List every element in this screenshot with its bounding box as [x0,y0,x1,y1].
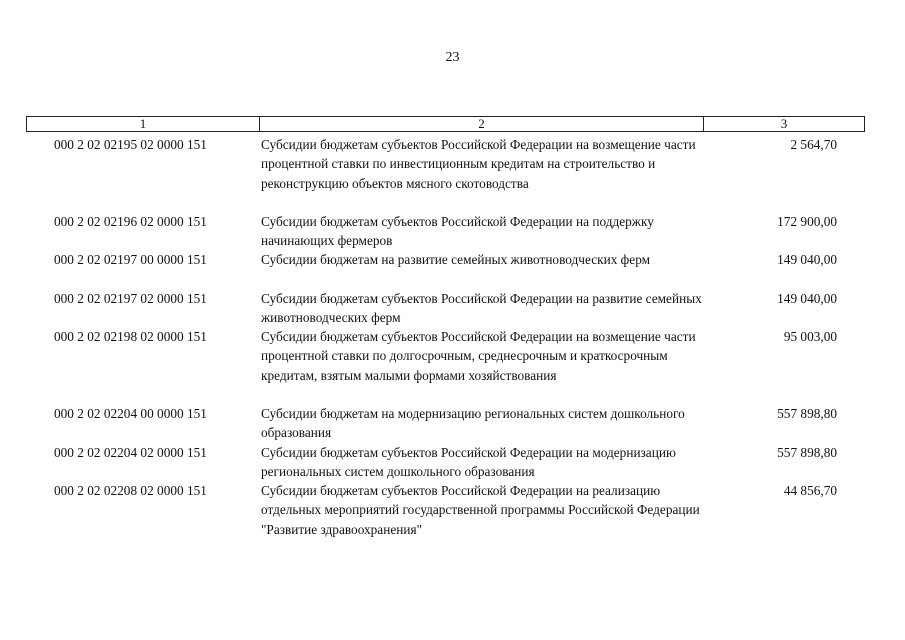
header-col-3: 3 [780,116,788,131]
row-code: 000 2 02 02204 02 0000 151 [54,445,207,460]
row-description: Субсидии бюджетам субъектов Российской Федерации на модернизацию региональных систем дошкольного образования [261,445,676,480]
header-col-1: 1 [27,117,260,131]
table-header [26,116,865,132]
row-code: 000 2 02 02197 00 0000 151 [54,252,207,267]
row-code: 000 2 02 02197 02 0000 151 [54,291,207,306]
row-amount: 44 856,70 [783,483,837,498]
row-amount: 2 564,70 [790,137,837,152]
row-code: 000 2 02 02195 02 0000 151 [54,137,207,152]
table-row [26,250,865,289]
header-col-2: 2 [260,117,704,131]
row-code: 000 2 02 02198 02 0000 151 [54,329,207,344]
row-amount: 557 898,80 [777,445,837,460]
row-amount: 557 898,80 [777,406,837,421]
row-code: 000 2 02 02196 02 0000 151 [54,214,207,229]
row-description: Субсидии бюджетам субъектов Российской Федерации на возмещение части процентной ставки по долгосрочным, среднесрочным и краткосрочным кредитам, взятым малыми формами хозяйствования [261,329,696,383]
table-row [26,212,865,250]
table-row [26,443,865,481]
table-row [26,135,865,212]
table-row [26,289,865,327]
row-amount: 149 040,00 [777,291,837,306]
row-amount: 95 003,00 [783,329,837,344]
table-row [26,404,865,443]
row-description: Субсидии бюджетам субъектов Российской Федерации на реализацию отдельных мероприятий государственной программы Российской Федерации "Развитие здравоохранения" [261,483,700,537]
row-amount: 149 040,00 [777,252,837,267]
table-row [26,481,865,541]
row-amount: 172 900,00 [777,214,837,229]
row-description: Субсидии бюджетам субъектов Российской Федерации на возмещение части процентной ставки по инвестиционным кредитам на строительство и реконструкцию объектов мясного скотоводства [261,137,696,191]
row-description: Субсидии бюджетам субъектов Российской Федерации на поддержку начинающих фермеров [261,214,654,249]
row-description: Субсидии бюджетам субъектов Российской Федерации на развитие семейных животноводческих ферм [261,291,702,326]
row-description: Субсидии бюджетам на модернизацию региональных систем дошкольного образования [261,406,685,441]
page-number: 23 [445,50,460,65]
table-body [26,135,865,541]
row-code: 000 2 02 02208 02 0000 151 [54,483,207,498]
row-code: 000 2 02 02204 00 0000 151 [54,406,207,421]
table-row [26,327,865,404]
row-description: Субсидии бюджетам на развитие семейных животноводческих ферм [261,252,651,267]
